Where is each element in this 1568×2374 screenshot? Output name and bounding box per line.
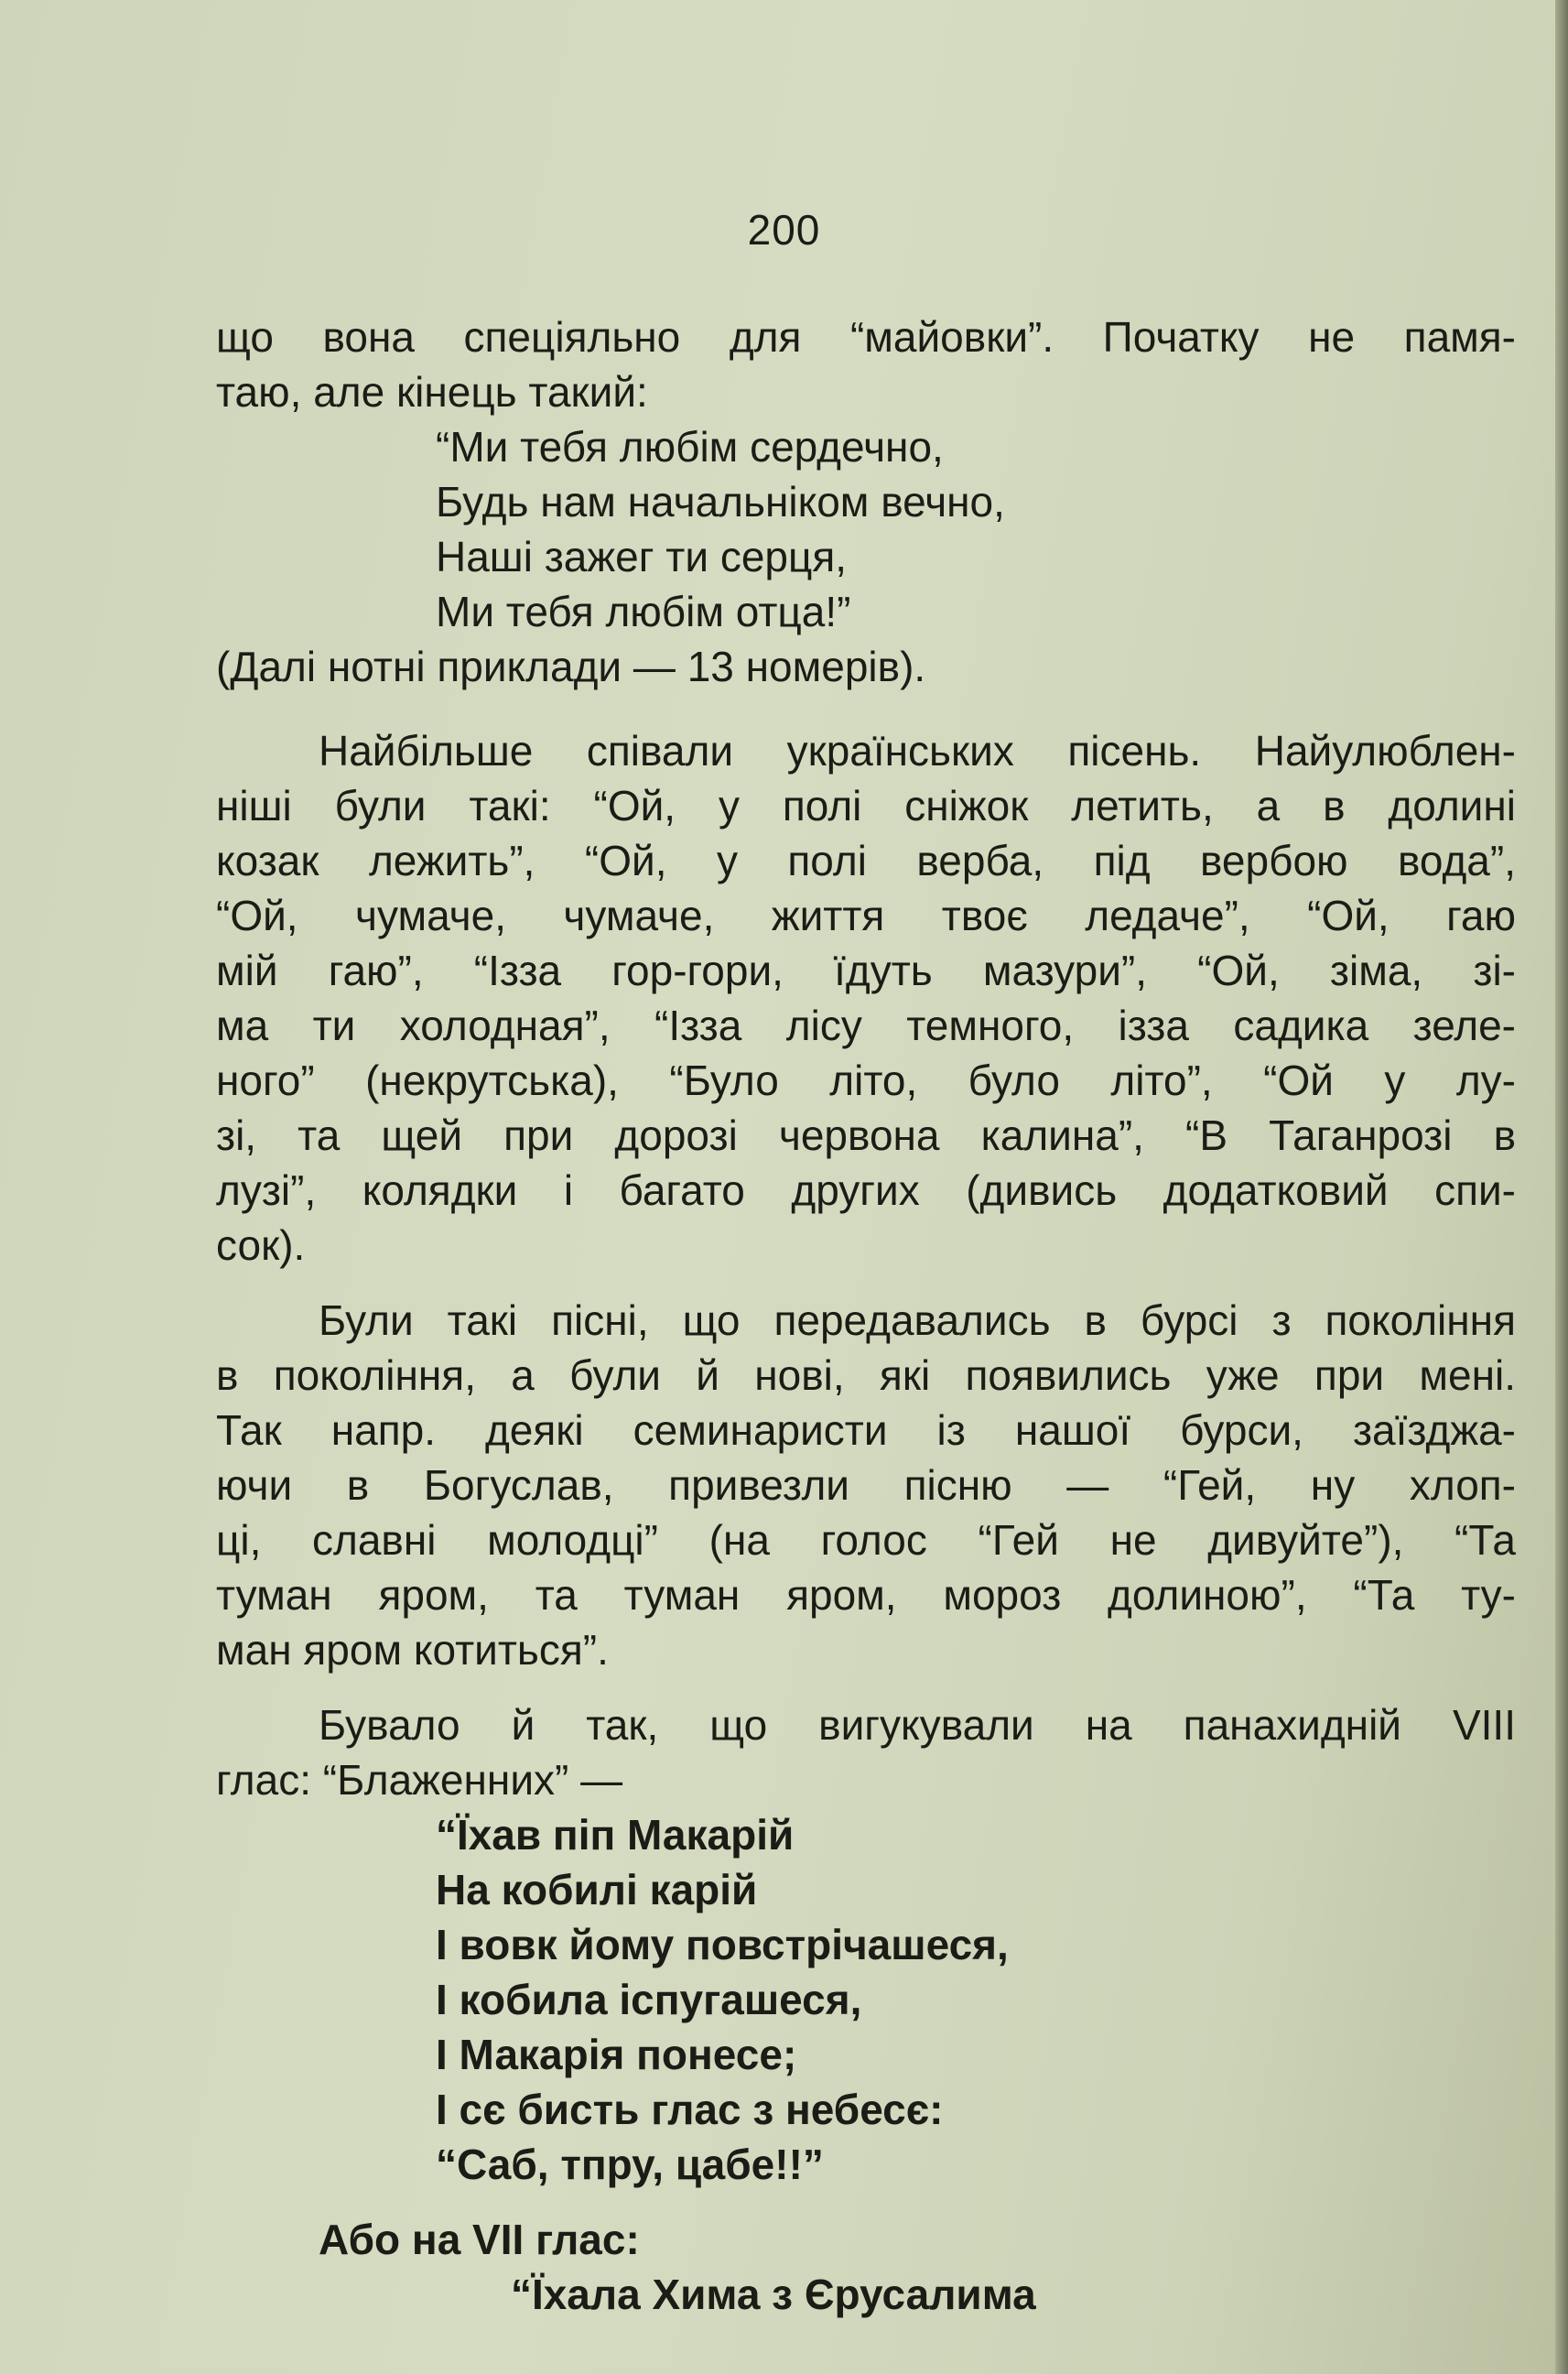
text-line: ного” (некрутська), “Було літо, було літо”, “Ой у лу- <box>216 1057 1516 1104</box>
text-line: ма ти холодная”, “Ізза лісу темного, ізза садика зеле- <box>216 1002 1516 1049</box>
text-line: ман яром котиться”. <box>216 1626 609 1674</box>
verse-line: І вовк йому повстрічашеся, <box>436 1921 1009 1968</box>
verse-line: І Макарія понесе; <box>436 2031 797 2078</box>
verse-line: “Ми тебя любім сердечно, <box>436 423 944 471</box>
text-line: Були такі пісні, що передавались в бурсі з покоління <box>319 1296 1516 1344</box>
text-line: таю, але кінець такий: <box>216 368 648 416</box>
text-line: сок). <box>216 1221 306 1269</box>
text-line: в покоління, а були й нові, які появились уже при мені. <box>216 1351 1516 1399</box>
verse-line: Ми тебя любім отца!” <box>436 588 851 635</box>
text-line: (Далі нотні приклади — 13 номерів). <box>216 643 926 690</box>
text-line: козак лежить”, “Ой, у полі верба, під вербою вода”, <box>216 837 1516 884</box>
text-line: ніші були такі: “Ой, у полі сніжок летить, а в долині <box>216 782 1516 829</box>
verse-line: Будь нам начальніком вечно, <box>436 478 1005 526</box>
page-edge-shadow <box>1555 0 1568 2374</box>
text-line: глас: “Блаженних” — <box>216 1756 623 1804</box>
text-line: що вона спеціяльно для “майовки”. Початку не памя- <box>216 313 1516 361</box>
text-line: туман яром, та туман яром, мороз долиною”, “Та ту- <box>216 1571 1516 1619</box>
text-line: Так напр. деякі семинаристи із нашої бурси, заїзджа- <box>216 1406 1516 1454</box>
section-heading: Або на VII глас: <box>319 2216 640 2263</box>
text-line: Найбільше співали українських пісень. Найулюблен- <box>319 727 1516 775</box>
page-body <box>216 309 1516 2322</box>
text-line: “Ой, чумаче, чумаче, життя твоє ледаче”, “Ой, гаю <box>216 892 1516 939</box>
text-line: Бувало й так, що вигукували на панахидній VIII <box>319 1701 1516 1749</box>
verse-line: І сє бисть глас з небесє: <box>436 2086 944 2133</box>
text-line: ючи в Богуслав, привезли пісню — “Гей, ну хлоп- <box>216 1461 1516 1509</box>
verse-line: “Саб, тпру, цабе!!” <box>436 2141 824 2188</box>
text-line: зі, та щей при дорозі червона калина”, “В Таганрозі в <box>216 1111 1516 1159</box>
text-line: лузі”, колядки і багато других (дивись додатковий спи- <box>216 1166 1516 1214</box>
page-number: 200 <box>747 206 821 254</box>
verse-line: Наші зажег ти серця, <box>436 533 848 580</box>
text-line: ці, славні молодці” (на голос “Гей не дивуйте”), “Та <box>216 1516 1516 1564</box>
verse-line: “Їхав піп Макарій <box>436 1811 795 1859</box>
text-line: мій гаю”, “Ізза гор-гори, їдуть мазури”, “Ой, зіма, зі- <box>216 947 1516 994</box>
verse-line: “Їхала Хима з Єрусалима <box>511 2271 1036 2318</box>
verse-line: І кобила іспугашеся, <box>436 1976 862 2023</box>
verse-line: На кобилі карій <box>436 1866 758 1913</box>
